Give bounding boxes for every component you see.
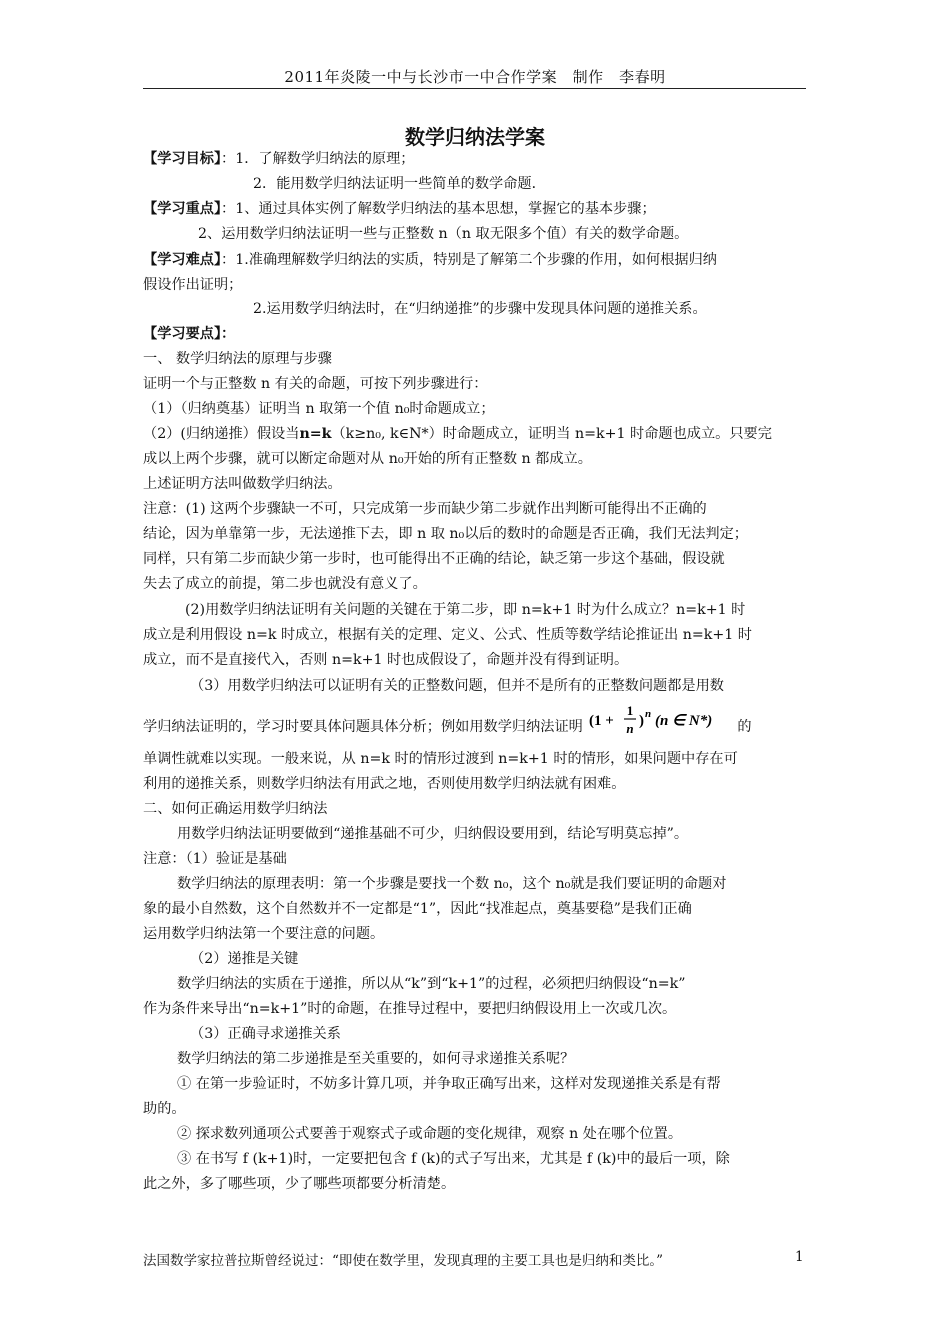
difficulty-line-2: 假设作出证明； <box>143 277 243 293</box>
formula-open: (1 + <box>589 713 615 729</box>
formula-svg <box>587 702 737 738</box>
focus-label: 【学习重点】 <box>143 201 222 217</box>
section1-intro: 证明一个与正整数 n 有关的命题，可按下列步骤进行： <box>143 376 488 392</box>
step2-text-a: （2）(归纳递推）假设当 <box>143 426 300 442</box>
note2-line-3: 成立，而不是直接代入，否则 n=k+1 时也成假设了，命题并没有得到证明。 <box>143 652 629 668</box>
section2-heading: 二、如何正确运用数学归纳法 <box>143 801 328 817</box>
note1-line-1: 注意：(1) 这两个步骤缺一不可，只完成第一步而缺少第二步就作出判断可能得出不正确的 <box>143 501 707 517</box>
note1-line-3: 同样，只有第二步而缺少第一步时，也可能得出不正确的结论，缺乏第一步这个基础，假设就 <box>143 551 725 567</box>
section1-step2-line1 <box>143 422 808 446</box>
difficulty-line-1 <box>143 248 808 272</box>
goal-line-1 <box>143 147 808 171</box>
section2-line-15: 此之外，多了哪些项，少了哪些项都要分析清楚。 <box>143 1176 456 1192</box>
formula-denominator: n <box>626 721 634 736</box>
note3-line-3: 单调性就难以实现。一般来说，从 n=k 时的情形过渡到 n=k+1 时的情形，如果问题中存在可 <box>143 751 738 767</box>
note3-line-4: 利用的递推关系，则数学归纳法有用武之地，否则使用数学归纳法就有困难。 <box>143 776 626 792</box>
section1-step1: （1）（归纳奠基）证明当 n 取第一个值 n₀时命题成立； <box>143 401 495 417</box>
document-title: 数学归纳法学案 <box>405 125 545 149</box>
section2-line-2: 注意：（1）验证是基础 <box>143 851 287 867</box>
section2-line-9: （3）正确寻求递推关系 <box>190 1026 341 1042</box>
keypoints-colon: ： <box>221 326 236 342</box>
note3-line-2 <box>143 702 808 752</box>
section2-line-11: ① 在第一步验证时，不妨多计算几项，并争取正确写出来，这样对发现递推关系是有帮 <box>177 1076 721 1092</box>
page-header: 2011年炎陵一中与长沙市一中合作学案 制作 李春明 <box>284 68 666 86</box>
goal-item-2: 2．能用数学归纳法证明一些简单的数学命题． <box>253 176 546 192</box>
focus-line-1 <box>143 197 808 221</box>
section2-line-3: 数学归纳法的原理表明：第一个步骤是要找一个数 n₀，这个 n₀就是我们要证明的命题对 <box>177 876 727 892</box>
header-rule <box>143 88 806 89</box>
section2-line-1: 用数学归纳法证明要做到“递推基础不可少，归纳假设要用到，结论写明莫忘掉”。 <box>177 826 689 842</box>
note2-line-1: (2)用数学归纳法证明有关问题的关键在于第二步，即 n=k+1 时为什么成立？n=k+1 时 <box>185 602 746 618</box>
section1-conclusion: 上述证明方法叫做数学归纳法。 <box>143 476 342 492</box>
difficulty-line-3: 2.运用数学归纳法时，在“归纳递推”的步骤中发现具体问题的递推关系。 <box>253 301 707 317</box>
section2-line-6: （2）递推是关键 <box>190 951 299 967</box>
section2-line-13: ② 探求数列通项公式要善于观察式子或命题的变化规律，观察 n 处在哪个位置。 <box>177 1126 683 1142</box>
step2-text-b: （k≥n₀, k∈N*）时命题成立，证明当 n=k+1 时命题也成立。只要完 <box>331 426 772 442</box>
formula-numerator: 1 <box>627 703 634 718</box>
keypoints-label: 【学习要点】 <box>143 326 222 342</box>
note3-line-1: （3）用数学归纳法可以证明有关的正整数问题，但并不是所有的正整数问题都是用数 <box>190 678 724 694</box>
section2-line-7: 数学归纳法的实质在于递推，所以从“k”到“k+1”的过程，必须把归纳假设“n=k” <box>177 976 686 992</box>
formula-close: ) <box>639 713 645 729</box>
focus-item-2: 2、运用数学归纳法证明一些与正整数 n（n 取无限多个值）有关的数学命题。 <box>198 226 689 242</box>
focus-item-1: ：1、通过具体实例了解数学归纳法的基本思想，掌握它的基本步骤； <box>221 201 656 217</box>
section2-line-14: ③ 在书写 f (k+1)时，一定要把包含 f (k)的式子写出来，尤其是 f (k)中的最后一项，除 <box>177 1151 730 1167</box>
note1-line-4: 失去了成立的前提，第二步也就没有意义了。 <box>143 576 427 592</box>
goal-label: 【学习目标】 <box>143 151 222 167</box>
keypoints-line <box>143 322 808 346</box>
difficulty-text-1: ：1.准确理解数学归纳法的实质，特别是了解第二个步骤的作用，如何根据归纳 <box>221 252 717 268</box>
formula-exponent: n <box>645 708 652 720</box>
section2-line-8: 作为条件来导出“n=k+1”时的命题，在推导过程中，要把归纳假设用上一次或几次。 <box>143 1001 677 1017</box>
section2-line-12: 助的。 <box>143 1101 186 1117</box>
note3-after: 的 <box>737 719 752 735</box>
footer-quote: 法国数学家拉普拉斯曾经说过：“即使在数学里，发现真理的主要工具也是归纳和类比。” <box>143 1253 664 1269</box>
note1-line-2: 结论，因为单靠第一步，无法递推下去，即 n 取 n₀以后的数时的命题是否正确，我们无法判定； <box>143 526 748 542</box>
difficulty-label: 【学习难点】 <box>143 252 222 268</box>
page-number: 1 <box>795 1249 804 1265</box>
section1-step2-line2: 成以上两个步骤，就可以断定命题对从 n₀开始的所有正整数 n 都成立。 <box>143 451 592 467</box>
goal-item-1: ：1．了解数学归纳法的原理； <box>221 151 415 167</box>
section2-line-10: 数学归纳法的第二步递推是至关重要的，如何寻求递推关系呢？ <box>177 1051 575 1067</box>
section2-line-5: 运用数学归纳法第一个要注意的问题。 <box>143 926 385 942</box>
section1-heading: 一、 数学归纳法的原理与步骤 <box>143 351 332 367</box>
math-formula <box>587 702 737 752</box>
note3-text-b: 学归纳法证明的，学习时要具体问题具体分析；例如用数学归纳法证明 <box>143 719 583 735</box>
note2-line-2: 成立是利用假设 n=k 时成立，根据有关的定理、定义、公式、性质等数学结论推证出 n=k+1 时 <box>143 627 752 643</box>
formula-condition: (n ∈ N*) <box>655 713 713 729</box>
section2-line-4: 象的最小自然数，这个自然数并不一定都是“1”，因此“找准起点，奠基要稳”是我们正确 <box>143 901 692 917</box>
step2-text-bold: n=k <box>299 426 332 442</box>
